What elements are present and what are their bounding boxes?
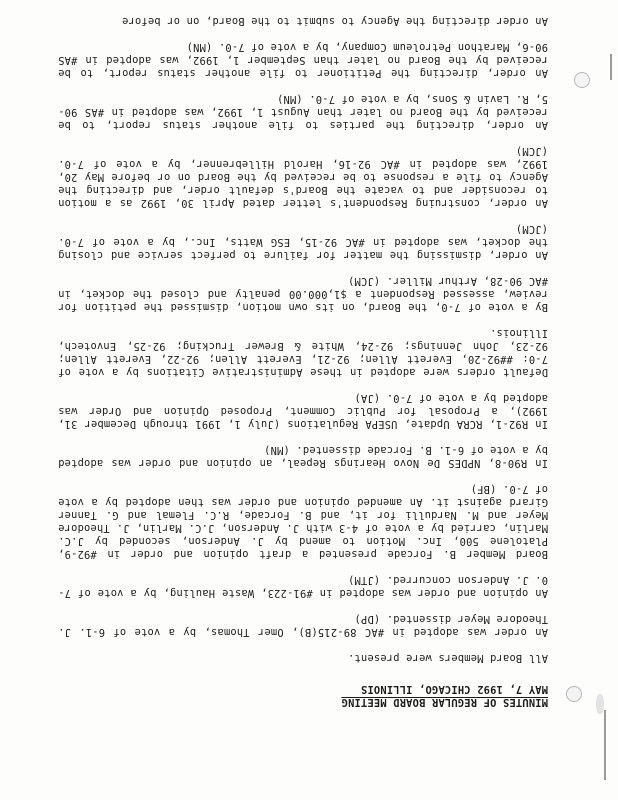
paragraph-r90-8: In R90-8, NPDES De Novo Hearings Repeal, an opinion and order was adopted by a vote of 6-1. B. Forcade dissented. (MN) — [58, 444, 548, 469]
paragraph-ac-90-28: By a vote of 7-0, the Board, on its own motion, dismissed the petition for review, assessed Respondent a $1,000.00 penalty and closed the docket, in #AC 90-28, Arthur Miller. (JCM) — [58, 275, 548, 313]
paragraph-92-9: Board Member B. Forcade presented a draft opinion and order in #92-9, Platolene 500, Inc. Motion to amend by J. Anderson, seconded by J.C. Marlin, carried by a vote of 4-3 with J. Anderson, J.C. Marlin, J. Theodore Meyer and M. Nardulli for it, and B. Forcade, R.C. Flemal and G. Tanner Girard against it. An amended opinion and order was then adopted by a vote of 7-0. (BF) — [58, 483, 548, 560]
paragraph-ac-92-15: An order, dismissing the matter for failure to perfect service and closing the docket, was adopted in #AC 92-15, ESG Watts, Inc., by a vote of 7-0. (JCM) — [58, 223, 548, 261]
paragraph-r92-1: In R92-1, RCRA Update, USEPA Regulations (July 1, 1991 through December 31, 1992), a Proposal for Public Comment, Proposed Opinion and Order was adopted by a vote of 7-0. (JA) — [58, 392, 548, 430]
paragraph-as-90-6: An order, directing the Petitioner to file another status report, to be received by the Board no later than September 1, 1992, was adopted in #AS 90-6, Marathon Petroleum Company, by a vote of 7-0. (MN) — [58, 41, 548, 79]
scan-edge-mark — [610, 54, 612, 80]
paragraph-ac-89-215: An order was adopted in #AC 89-215(B), Omer Thomas, by a vote of 6-1. J. Theodore Meyer dissented. (DP) — [58, 613, 548, 638]
paragraph-91-223: An opinion and order was adopted in #91-223, Waste Hauling, by a vote of 7-0. J. Anderson concurred. (JTM) — [58, 574, 548, 599]
minutes-document — [58, 3, 548, 708]
scan-edge-mark — [604, 710, 606, 780]
paragraph-agency-order: An order directing the Agency to submit to the Board, on or before — [121, 15, 548, 27]
document-subtitle: MAY 7, 1992 CHICAGO, ILLINOIS — [360, 683, 548, 695]
binder-hole-bottom — [574, 72, 590, 88]
binder-hole-top — [566, 686, 582, 702]
paragraph-as-90-5: An order, directing the parties to file another status report, to be received by the Board no later than August 1, 1992, was adopted in #AS 90-5, R. Lavin & Sons, by a vote of 7-0. (MN) — [58, 93, 548, 131]
paragraph-ac-92-16: An order, construing Respondent's letter dated April 30, 1992 as a motion to reconsider and to vacate the Board's default order, and directing the Agency to file a response to be received by the Board on or before May 20, 1992, was adopted in #AC 92-16, Harold Hillebrenner, by a vote of 7-0. (JCM) — [58, 145, 548, 209]
scan-smudge — [596, 694, 604, 714]
paragraph-default-orders: Default orders were adopted in these Administrative Citations by a vote of 7-0: ##92-20, Everett Allen; 92-21, Everett Allen; 92-22, Everett Allen; 92-23, John Jennings; 92-24, White & Brewer Trucking; 92-25, Envotech, Illinois. — [58, 327, 548, 378]
paragraph-attendance: All Board Members were present. — [347, 652, 548, 664]
document-title: MINUTES OF REGULAR BOARD MEETING — [341, 696, 548, 708]
